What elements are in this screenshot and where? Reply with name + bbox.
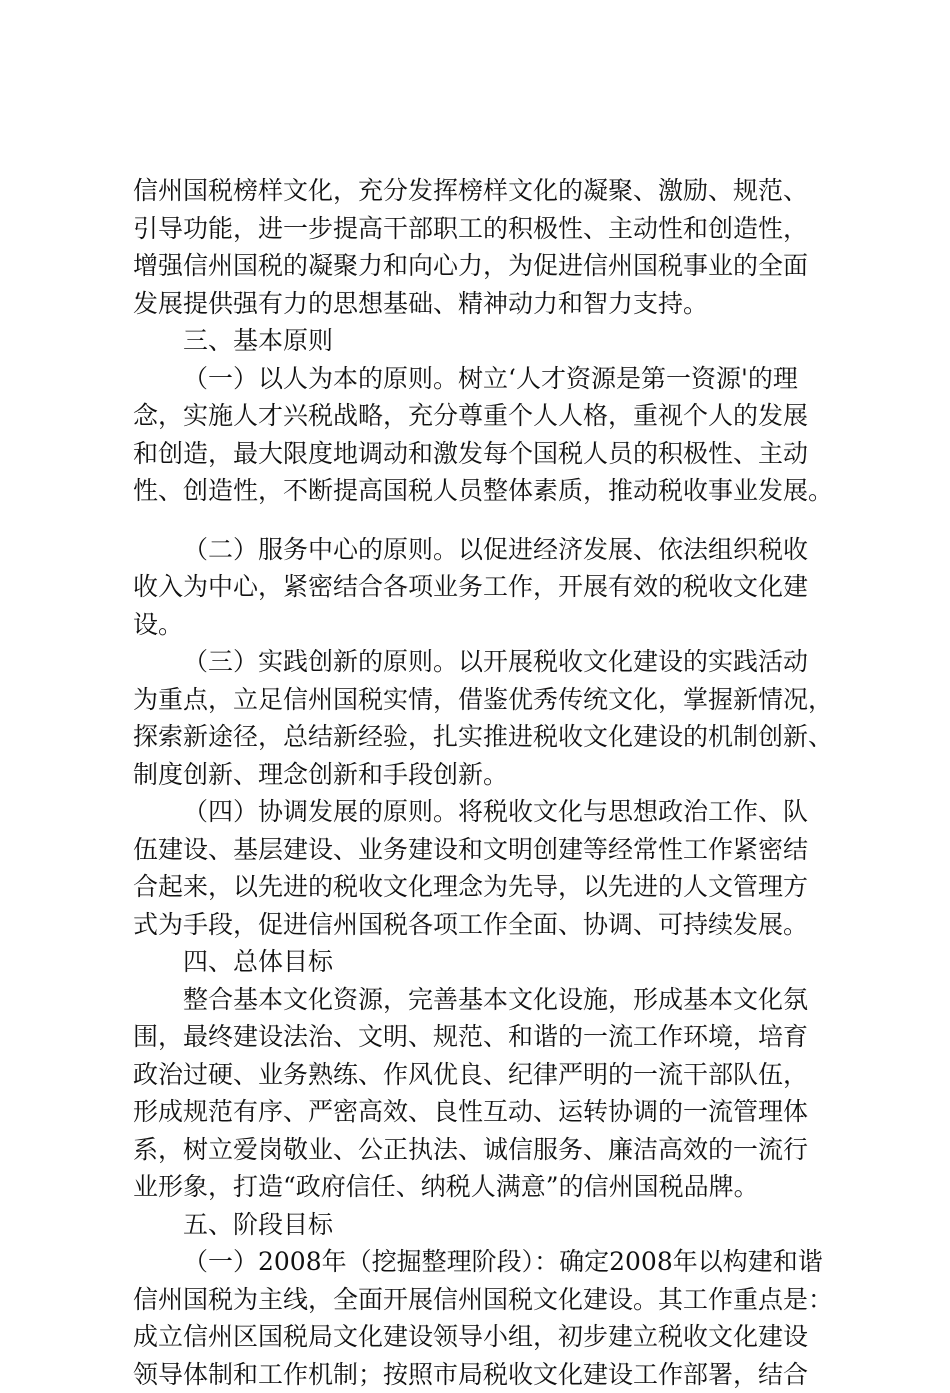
paragraph-gap — [133, 510, 845, 531]
body-line: 念，实施人才兴税战略，充分尊重个人人格，重视个人的发展 — [133, 397, 845, 435]
paragraph-start: （三）实践创新的原则。以开展税收文化建设的实践活动 — [133, 643, 845, 681]
paragraph-start: （二）服务中心的原则。以促进经济发展、依法组织税收 — [133, 531, 845, 569]
body-line: 业形象，打造“政府信任、纳税人满意”的信州国税品牌。 — [133, 1168, 845, 1206]
section-heading: 三、基本原则 — [133, 322, 845, 360]
section-heading: 四、总体目标 — [133, 943, 845, 981]
body-line: 系，树立爱岗敬业、公正执法、诚信服务、廉洁高效的一流行 — [133, 1131, 845, 1169]
section-heading: 五、阶段目标 — [133, 1206, 845, 1244]
body-line: 性、创造性，不断提高国税人员整体素质，推动税收事业发展。 — [133, 472, 845, 510]
paragraph-start: （四）协调发展的原则。将税收文化与思想政治工作、队 — [133, 793, 845, 831]
body-line: 信州国税榜样文化，充分发挥榜样文化的凝聚、激励、规范、 — [133, 172, 845, 210]
body-line: 形成规范有序、严密高效、良性互动、运转协调的一流管理体 — [133, 1093, 845, 1131]
body-line: 伍建设、基层建设、业务建设和文明创建等经常性工作紧密结 — [133, 831, 845, 869]
body-line: 制度创新、理念创新和手段创新。 — [133, 756, 845, 794]
body-line: 为重点，立足信州国税实情，借鉴优秀传统文化，掌握新情况， — [133, 681, 845, 719]
paragraph-start: （一）2008年（挖掘整理阶段）：确定2008年以构建和谐 — [133, 1243, 845, 1281]
body-line: 领导体制和工作机制；按照市局税收文化建设工作部署，结合 — [133, 1356, 845, 1393]
paragraph-start: （一）以人为本的原则。树立‘人才资源是第一资源'的理 — [133, 360, 845, 398]
body-line: 和创造，最大限度地调动和激发每个国税人员的积极性、主动 — [133, 435, 845, 473]
body-line: 收入为中心，紧密结合各项业务工作，开展有效的税收文化建 — [133, 568, 845, 606]
body-line: 政治过硬、业务熟练、作风优良、纪律严明的一流干部队伍， — [133, 1056, 845, 1094]
paragraph-start: 整合基本文化资源，完善基本文化设施，形成基本文化氛 — [133, 981, 845, 1019]
body-line: 成立信州区国税局文化建设领导小组，初步建立税收文化建设 — [133, 1318, 845, 1356]
document-page — [133, 172, 845, 1393]
body-line: 式为手段，促进信州国税各项工作全面、协调、可持续发展。 — [133, 906, 845, 944]
body-line: 增强信州国税的凝聚力和向心力，为促进信州国税事业的全面 — [133, 247, 845, 285]
body-line: 信州国税为主线，全面开展信州国税文化建设。其工作重点是： — [133, 1281, 845, 1319]
body-line: 探索新途径，总结新经验，扎实推进税收文化建设的机制创新、 — [133, 718, 845, 756]
body-line: 围，最终建设法治、文明、规范、和谐的一流工作环境，培育 — [133, 1018, 845, 1056]
body-line: 合起来，以先进的税收文化理念为先导，以先进的人文管理方 — [133, 868, 845, 906]
body-line: 引导功能，进一步提高干部职工的积极性、主动性和创造性， — [133, 210, 845, 248]
body-line: 发展提供强有力的思想基础、精神动力和智力支持。 — [133, 285, 845, 323]
body-line: 设。 — [133, 606, 845, 644]
